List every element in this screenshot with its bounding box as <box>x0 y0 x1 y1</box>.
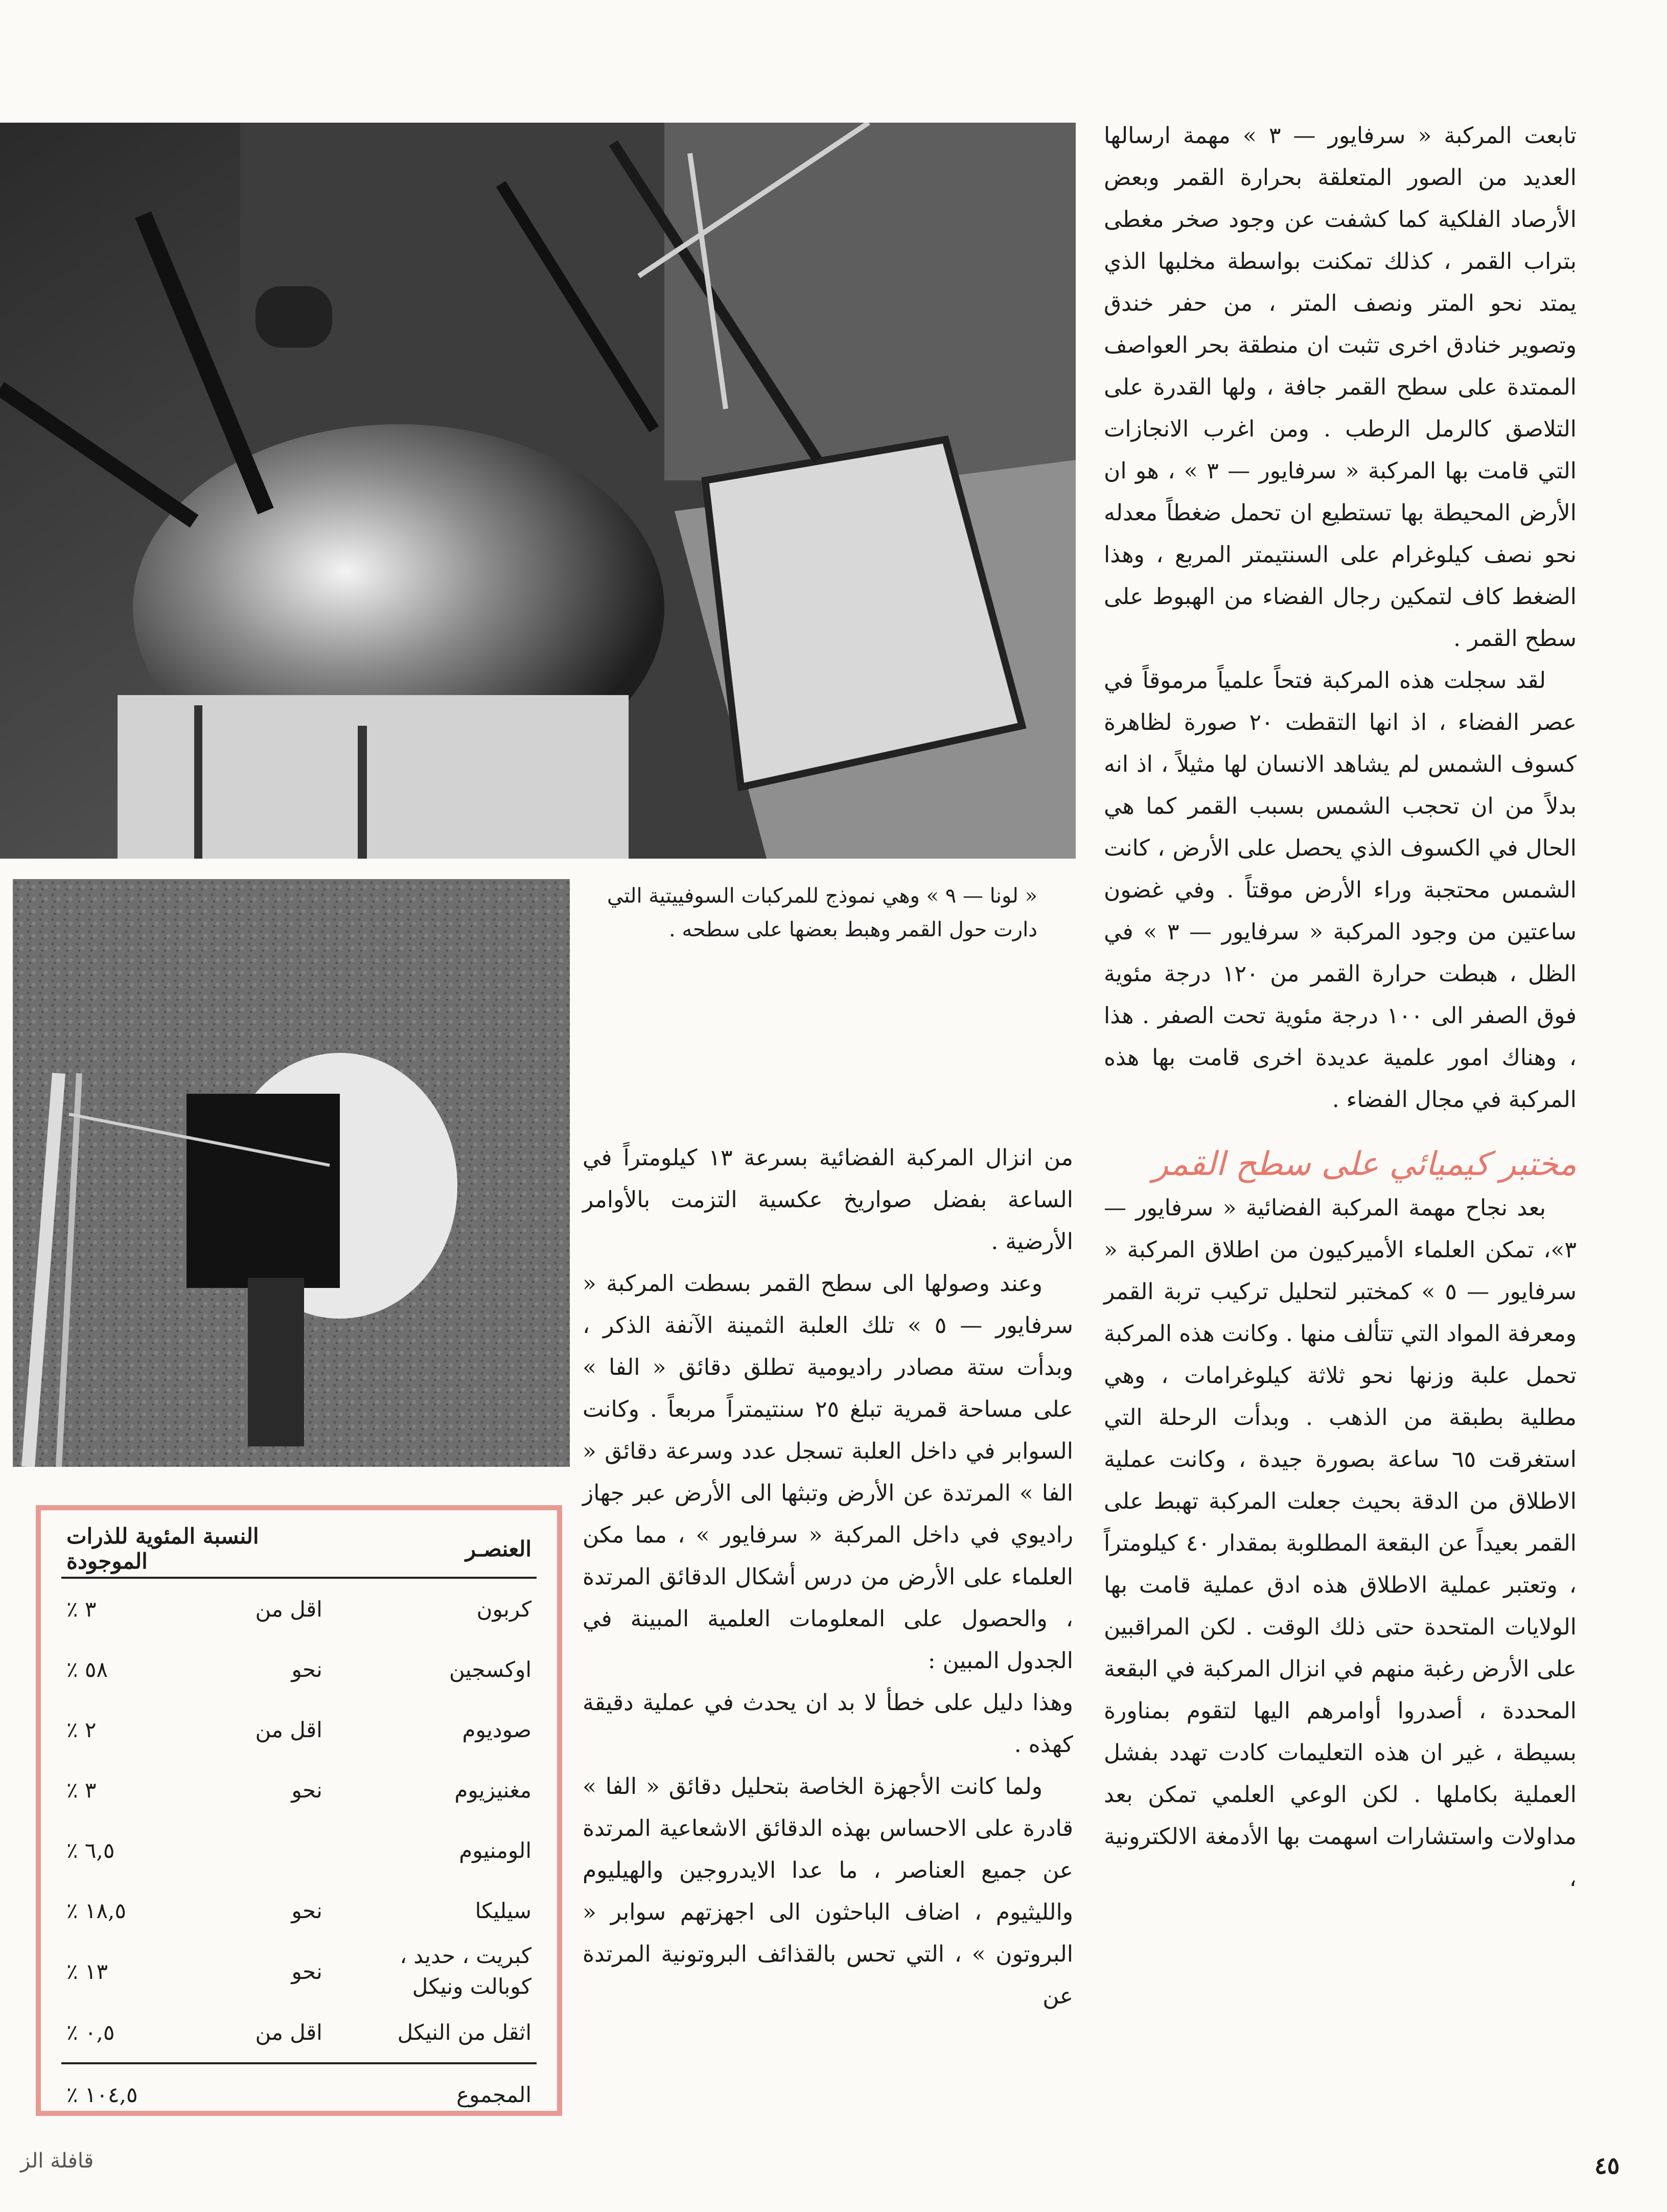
element-table-box <box>36 1505 562 2116</box>
photo-caption: « لونا — ٩ » وهي نموذج للمركبات السوفييتية التي دارت حول القمر وهبط بعضها على سطحه . <box>607 884 1037 941</box>
right-paragraph-2: لقد سجلت هذه المركبة فتحاً علمياً مرموقاً في عصر الفضاء ، اذ انها التقطت ٢٠ صورة لظاهرة كسوف الشمس لم يشاهد الانسان لها مثيلاً ، اذ انه بدلاً من ان تحجب الشمس بسبب القمر كما هي الحال في الكسوف الذي يحصل على الأرض ، كانت الشمس محتجبة وراء الأرض موقتاً . وفي غضون ساعتين من وجود المركبة « سرفايور — ٣ » في الظل ، هبطت حرارة القمر من ١٢٠ درجة مئوية فوق الصفر الى ١٠٠ درجة مئوية تحت الصفر . هذا ، وهناك امور علمية عديدة اخرى قامت بها هذه المركبة في مجال الفضاء . <box>1104 667 1577 1113</box>
middle-column <box>583 1137 1073 2017</box>
row-element: كبريت ، حديد ، كوبالت ونيكل <box>400 1943 531 1999</box>
header-element: العنصـر <box>465 1536 531 1561</box>
row-value: ٥٨ ٪ <box>66 1656 108 1682</box>
row-qualifier: نحو <box>291 1898 322 1923</box>
row-element: الومنيوم <box>459 1837 531 1863</box>
row-value: ٢ ٪ <box>66 1717 97 1742</box>
row-qualifier: نحو <box>291 1958 322 1984</box>
row-qualifier: اقل من <box>255 2019 322 2045</box>
row-qualifier: اقل من <box>255 1596 322 1622</box>
row-element: اوكسجين <box>449 1656 531 1682</box>
lunar-surface-photo <box>13 879 570 1467</box>
row-value: ٠,٥ ٪ <box>66 2019 115 2045</box>
table-row <box>61 1639 537 1699</box>
row-value: ١٣ ٪ <box>66 1958 108 1984</box>
row-element: سيليكا <box>475 1898 531 1923</box>
element-table <box>61 1520 537 2125</box>
lunar-surface-illustration <box>13 879 570 1467</box>
table-header-row <box>61 1520 537 1578</box>
magazine-name: قافلة الز <box>20 2149 94 2173</box>
total-label: المجموع <box>456 2082 531 2107</box>
table-row <box>61 1760 537 1820</box>
row-value: ١٨,٥ ٪ <box>66 1898 126 1923</box>
total-value: ١٠٤,٥ ٪ <box>66 2082 138 2107</box>
table-row <box>61 1820 537 1880</box>
section-heading: مختبر كيميائي على سطح القمر <box>1152 1145 1577 1183</box>
middle-paragraph-1: من انزال المركبة الفضائية بسرعة ١٣ كيلومتراً في الساعة بفضل صواريخ عكسية التزمت بالأوامر الأرضية . <box>583 1145 1073 1255</box>
table-row <box>61 1699 537 1760</box>
row-qualifier: نحو <box>291 1777 322 1803</box>
row-qualifier: نحو <box>291 1656 322 1682</box>
spacecraft-illustration <box>0 123 1076 859</box>
middle-paragraph-4: ولما كانت الأجهزة الخاصة بتحليل دقائق « الفا » قادرة على الاحساس بهذه الدقائق الاشعاعية المرتدة عن جميع العناصر ، ما عدا الايدروجين والهيليوم والليثيوم ، اضاف الباحثون الى اجهزتهم سوابر « البروتون » ، التي تحس بالقذائف البروتونية المرتدة عن <box>583 1773 1074 2009</box>
luna-9-photo <box>0 123 1076 859</box>
middle-paragraph-2: وعند وصولها الى سطح القمر بسطت المركبة « سرفايور — ٥ » تلك العلبة الثمينة الآنفة الذكر ، وبدأت ستة مصادر راديومية تطلق دقائق « الفا » على مساحة قمرية تبلغ ٢٥ سنتيمتراً مربعاً . وكانت السوابر في داخل العلبة تسجل عدد وسرعة دقائق « الفا » المرتدة عن الأرض وتبثها الى الأرض عبر جهاز راديوي في داخل المركبة « سرفايور » ، مما مكن العلماء على الأرض من درس أشكال الدقائق المرتدة ، والحصول على المعلومات العلمية المبينة في الجدول المبين : <box>583 1271 1073 1674</box>
table-row <box>61 2002 537 2063</box>
header-percent: النسبة المئوية للذرات الموجودة <box>66 1524 259 1574</box>
table-total-row <box>61 2063 537 2125</box>
row-value: ٦,٥ ٪ <box>66 1837 115 1863</box>
row-element: كربون <box>476 1596 531 1622</box>
row-value: ٣ ٪ <box>66 1777 97 1803</box>
row-element: صوديوم <box>462 1717 531 1742</box>
table-row <box>61 1578 537 1639</box>
page-number: ٤٥ <box>1594 2152 1620 2179</box>
right-paragraph-3: بعد نجاح مهمة المركبة الفضائية « سرفايور —٣»، تمكن العلماء الأميركيون من اطلاق المركبة « سرفايور — ٥ » كمختبر لتحليل تركيب تربة القمر ومعرفة المواد التي تتألف منها . وكانت هذه المركبة تحمل علبة وزنها نحو ثلاثة كيلوغرامات ، وهي مطلية بطبقة من الذهب . وبدأت الرحلة التي استغرقت ٦٥ ساعة بصورة جيدة ، وكانت عملية الاطلاق من الدقة بحيث جعلت المركبة تهبط على القمر بعيداً عن البقعة المطلوبة بمقدار ٤٠ كيلومتراً ، وتعتبر عملية الاطلاق هذه ادق عملية قامت بها الولايات المتحدة حتى ذلك الوقت . لكن المراقبين على الأرض رغبة منهم في انزال المركبة في البقعة المحددة ، أصدروا أوامرهم اليها لتقوم بمناورة بسيطة ، غير ان هذه التعليمات كادت تهدد بفشل العملية بكاملها . لكن الوعي العلمي تمكن بعد مداولات واستشارات اسهمت بها الأدمغة الالكترونية ، <box>1104 1195 1577 1892</box>
row-element: مغنيزيوم <box>454 1777 531 1803</box>
row-qualifier <box>199 1820 328 1880</box>
middle-paragraph-3: وهذا دليل على خطأ لا بد ان يحدث في عملية دقيقة كهذه . <box>583 1690 1073 1758</box>
right-column <box>1104 115 1577 1900</box>
right-paragraph-1: تابعت المركبة « سرفايور — ٣ » مهمة ارسالها العديد من الصور المتعلقة بحرارة القمر وبعض الأرصاد الفلكية كما كشفت عن وجود صخر مغطى بتراب القمر ، كذلك تمكنت بواسطة مخلبها الذي يمتد نحو المتر ونصف المتر ، من حفر خندق وتصوير خنادق اخرى تثبت ان منطقة بحر العواصف الممتدة على سطح القمر جافة ، ولها القدرة على التلاصق كالرمل الرطب . ومن اغرب الانجازات التي قامت بها المركبة « سرفايور — ٣ » ، هو ان الأرض المحيطة بها تستطيع ان تحمل ضغطاً معدله نحو نصف كيلوغرام على السنتيمتر المربع ، وهذا الضغط كاف لتمكين رجال الفضاء من الهبوط على سطح القمر . <box>1104 123 1577 652</box>
row-value: ٣ ٪ <box>66 1596 97 1622</box>
table-row <box>61 1941 537 2002</box>
table-row <box>61 1880 537 1941</box>
row-qualifier: اقل من <box>255 1717 322 1742</box>
row-element: اثقل من النيكل <box>397 2019 531 2045</box>
